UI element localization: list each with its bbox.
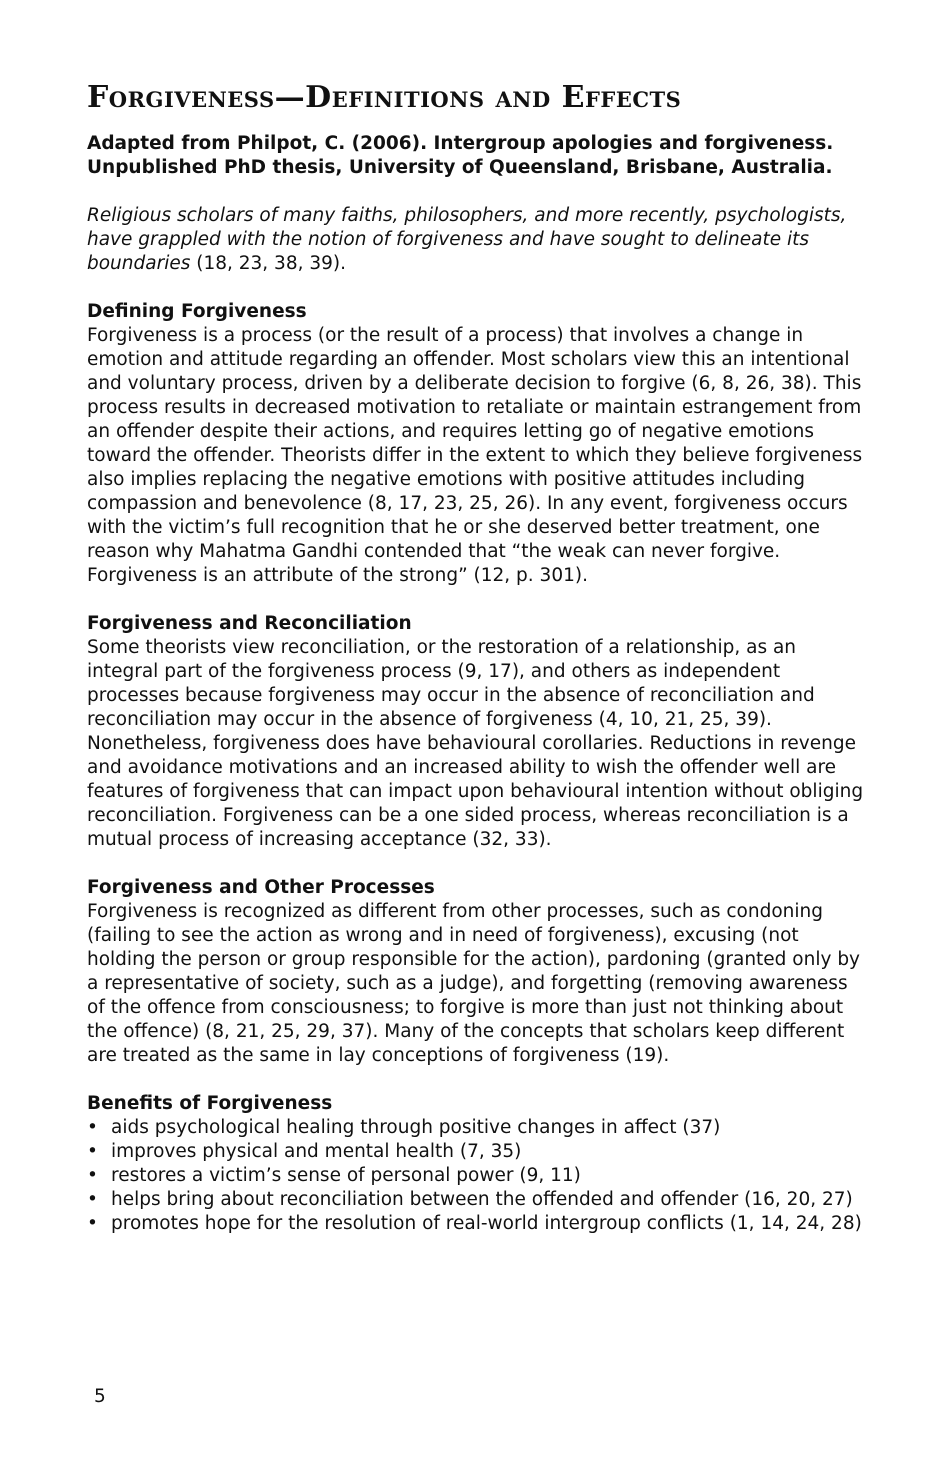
list-item-text: restores a victim’s sense of personal power (9, 11)	[111, 1165, 581, 1186]
list-item-text: improves physical and mental health (7, 35)	[111, 1141, 522, 1162]
intro-references: (18, 23, 38, 39).	[190, 253, 347, 274]
section-defining-forgiveness	[87, 300, 867, 588]
bullet-icon: •	[87, 1117, 98, 1138]
list-item	[87, 1116, 867, 1140]
section-body: Some theorists view reconciliation, or the restoration of a relationship, as an integral part of the forgiveness process (9, 17), and others as independent processes because forgiveness may occur in the absence of reconciliation and reconciliation may occur in the absence of forgiveness (4, 10, 21, 25, 39). Nonetheless, forgiveness does have behavioural corollaries. Reductions in revenge and avoidance motivations and an increased ability to wish the offender well are features of forgiveness that can impact upon behavioural intention without obliging reconciliation. Forgiveness can be a one sided process, whereas reconciliation is a mutual process of increasing acceptance (32, 33).	[87, 637, 864, 850]
list-item	[87, 1164, 867, 1188]
list-item	[87, 1140, 867, 1164]
list-item-text: helps bring about reconciliation between the offended and offender (16, 20, 27)	[111, 1189, 853, 1210]
section-heading: Benefits of Forgiveness	[87, 1093, 333, 1114]
bullet-icon: •	[87, 1165, 98, 1186]
list-item-text: aids psychological healing through positive changes in affect (37)	[111, 1117, 721, 1138]
bullet-icon: •	[87, 1141, 98, 1162]
section-heading: Forgiveness and Other Processes	[87, 877, 435, 898]
section-forgiveness-and-reconciliation	[87, 612, 867, 852]
benefits-list	[87, 1116, 867, 1236]
list-item	[87, 1212, 867, 1236]
section-body: Forgiveness is a process (or the result of a process) that involves a change in emotion and attitude regarding an offender. Most scholars view this an intentional and voluntary process, driven by a deliberate decision to forgive (6, 8, 26, 38). This process results in decreased motivation to retaliate or maintain estrangement from an offender despite their actions, and requires letting go of negative emotions toward the offender. Theorists differ in the extent to which they believe forgiveness also implies replacing the negative emotions with positive attitudes including compassion and benevolence (8, 17, 23, 25, 26). In any event, forgiveness occurs with the victim’s full recognition that he or she deserved better treatment, one reason why Mahatma Gandhi contended that “the weak can never forgive. Forgiveness is an attribute of the strong” (12, p. 301).	[87, 325, 863, 586]
page-title: Forgiveness—Definitions and Effects	[87, 80, 682, 115]
citation-line-2: Unpublished PhD thesis, University of Queensland, Brisbane, Australia.	[87, 157, 833, 178]
document-page	[87, 78, 867, 1260]
intro-paragraph	[87, 204, 867, 276]
list-item-text: promotes hope for the resolution of real-world intergroup conflicts (1, 14, 24, 28)	[111, 1213, 862, 1234]
section-forgiveness-and-other-processes	[87, 876, 867, 1068]
bullet-icon: •	[87, 1189, 98, 1210]
list-item	[87, 1188, 867, 1212]
section-heading: Forgiveness and Reconciliation	[87, 613, 412, 634]
citation-line-1: Adapted from Philpot, C. (2006). Intergroup apologies and forgiveness.	[87, 133, 834, 154]
intro-italic-text: Religious scholars of many faiths, philosophers, and more recently, psychologists, have grappled with the notion of forgiveness and have sought to delineate its boundaries	[87, 205, 847, 274]
section-heading: Defining Forgiveness	[87, 301, 307, 322]
page-number: 5	[94, 1386, 106, 1407]
section-benefits-of-forgiveness	[87, 1092, 867, 1236]
source-citation	[87, 132, 867, 180]
bullet-icon: •	[87, 1213, 98, 1234]
section-body: Forgiveness is recognized as different from other processes, such as condoning (failing to see the action as wrong and in need of forgiveness), excusing (not holding the person or group responsible for the action), pardoning (granted only by a representative of society, such as a judge), and forgetting (removing awareness of the offence from consciousness; to forgive is more than just not thinking about the offence) (8, 21, 25, 29, 37). Many of the concepts that scholars keep different are treated as the same in lay conceptions of forgiveness (19).	[87, 901, 861, 1066]
